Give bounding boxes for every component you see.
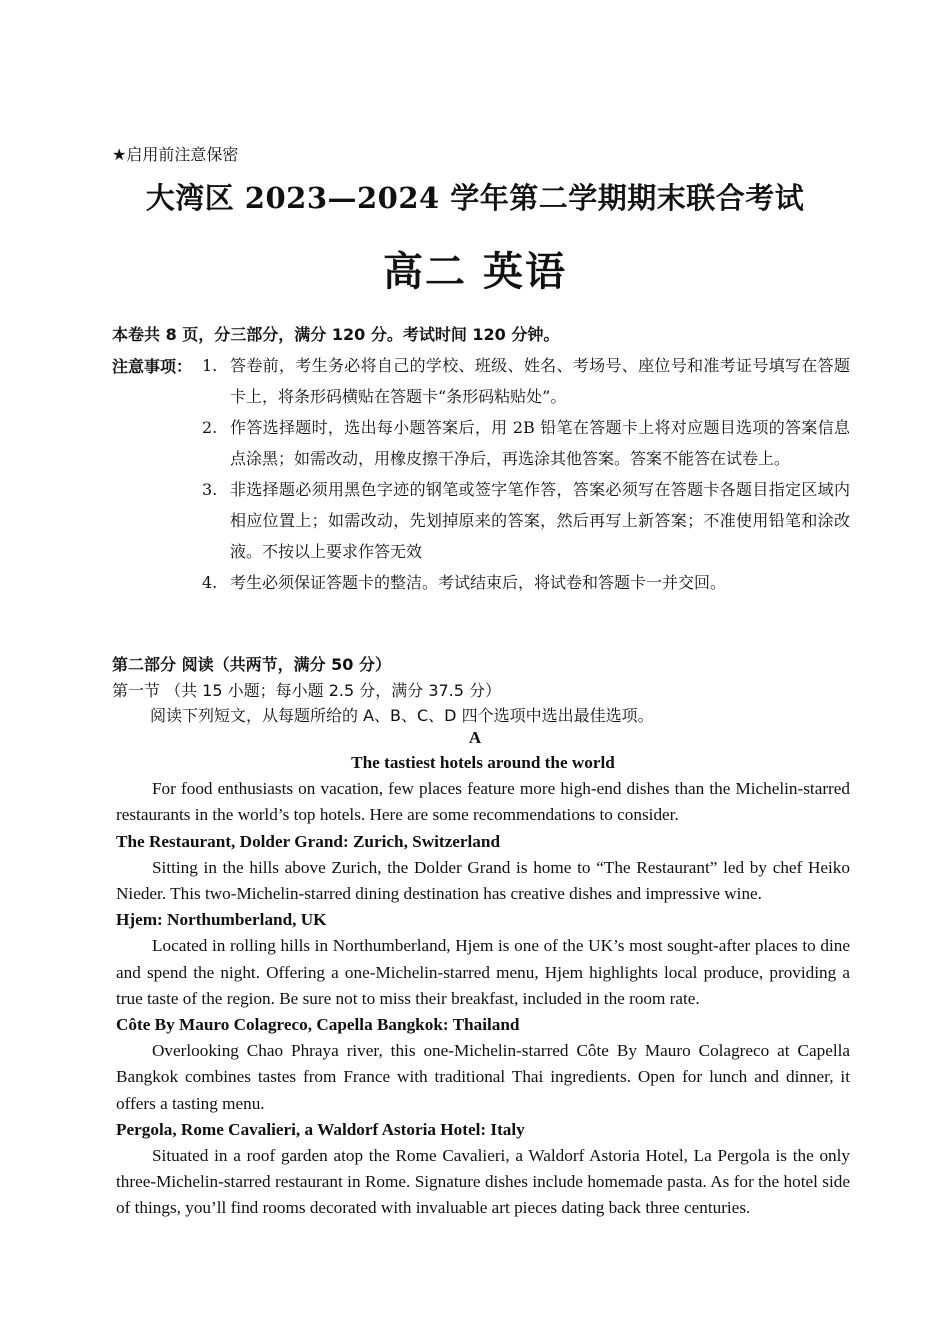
hotel-description: Located in rolling hills in Northumberland, Hjem is one of the UK’s most sought-after places to dine and spend the night. Offering a one-Michelin-starred menu, Hjem highlights local produce, providing a true taste of the region. Be sure not to miss their breakfast, included in the room rate.	[116, 936, 850, 1008]
note-text: 考生必须保证答题卡的整洁。考试结束后，将试卷和答题卡一并交回。	[230, 573, 727, 592]
note-text: 答卷前，考生务必将自己的学校、班级、姓名、考场号、座位号和准考证号填写在答题卡上，将条形码横贴在答题卡“条形码粘贴处”。	[230, 356, 850, 406]
hotel-heading: Hjem: Northumberland, UK	[116, 910, 327, 930]
note-text: 作答选择题时，选出每小题答案后，用 2B 铅笔在答题卡上将对应题目选项的答案信息点涂黑；如需改动，用橡皮擦干净后，再选涂其他答案。答案不能答在试卷上。	[230, 418, 850, 468]
exam-title: 大湾区 2023—2024 学年第二学期期末联合考试	[145, 181, 805, 215]
note-number: 4.	[202, 573, 218, 592]
note-item	[200, 350, 850, 412]
confidential-notice: ★启用前注意保密	[112, 145, 239, 164]
hotel-heading: The Restaurant, Dolder Grand: Zurich, Switzerland	[116, 831, 501, 851]
paper-info: 本卷共 8 页，分三部分，满分 120 分。考试时间 120 分钟。	[112, 325, 560, 344]
reading-passage	[116, 750, 850, 1222]
note-text: 非选择题必须用黑色字迹的钢笔或签字笔作答，答案必须写在答题卡各题目指定区域内相应位置上；如需改动，先划掉原来的答案，然后再写上新答案；不准使用铅笔和涂改液。不按以上要求作答无效	[230, 480, 850, 561]
reading-instruction: 阅读下列短文，从每题所给的 A、B、C、D 四个选项中选出最佳选项。	[150, 706, 654, 725]
notes-label: 注意事项：	[112, 357, 193, 376]
hotel-description: Sitting in the hills above Zurich, the Dolder Grand is home to “The Restaurant” led by chef Heiko Nieder. This two-Michelin-starred dining destination has creative dishes and impressive wine.	[116, 857, 850, 904]
passage-intro: For food enthusiasts on vacation, few places feature more high-end dishes than the Michelin-starred restaurants in the world’s top hotels. Here are some recommendations to consider.	[116, 779, 850, 825]
hotel-heading: Côte By Mauro Colagreco, Capella Bangkok: Thailand	[116, 1015, 520, 1035]
passage-title: The tastiest hotels around the world	[351, 753, 615, 772]
note-number: 3.	[202, 480, 218, 499]
note-number: 1.	[202, 356, 218, 375]
notes-list	[200, 350, 850, 598]
note-item	[200, 474, 850, 567]
hotel-description: Situated in a roof garden atop the Rome Cavalieri, a Waldorf Astoria Hotel, La Pergola is the only three-Michelin-starred restaurant in Rome. Signature dishes include homemade pasta. As for the hotel side of things, you’ll find rooms decorated with invaluable art pieces dating back three centuries.	[116, 1146, 850, 1218]
subject-title: 高二 英语	[383, 248, 567, 295]
note-number: 2.	[202, 418, 218, 437]
note-item	[200, 412, 850, 474]
part-title: 第二部分 阅读（共两节，满分 50 分）	[112, 655, 391, 674]
passage-letter: A	[468, 728, 482, 747]
note-item	[200, 567, 850, 598]
hotel-heading: Pergola, Rome Cavalieri, a Waldorf Astoria Hotel: Italy	[116, 1119, 525, 1139]
subsection-title: 第一节 （共 15 小题；每小题 2.5 分，满分 37.5 分）	[112, 681, 502, 700]
hotel-description: Overlooking Chao Phraya river, this one-Michelin-starred Côte By Mauro Colagreco at Capella Bangkok combines tastes from France with traditional Thai ingredients. Open for lunch and dinner, it offers a tasting menu.	[116, 1041, 850, 1113]
